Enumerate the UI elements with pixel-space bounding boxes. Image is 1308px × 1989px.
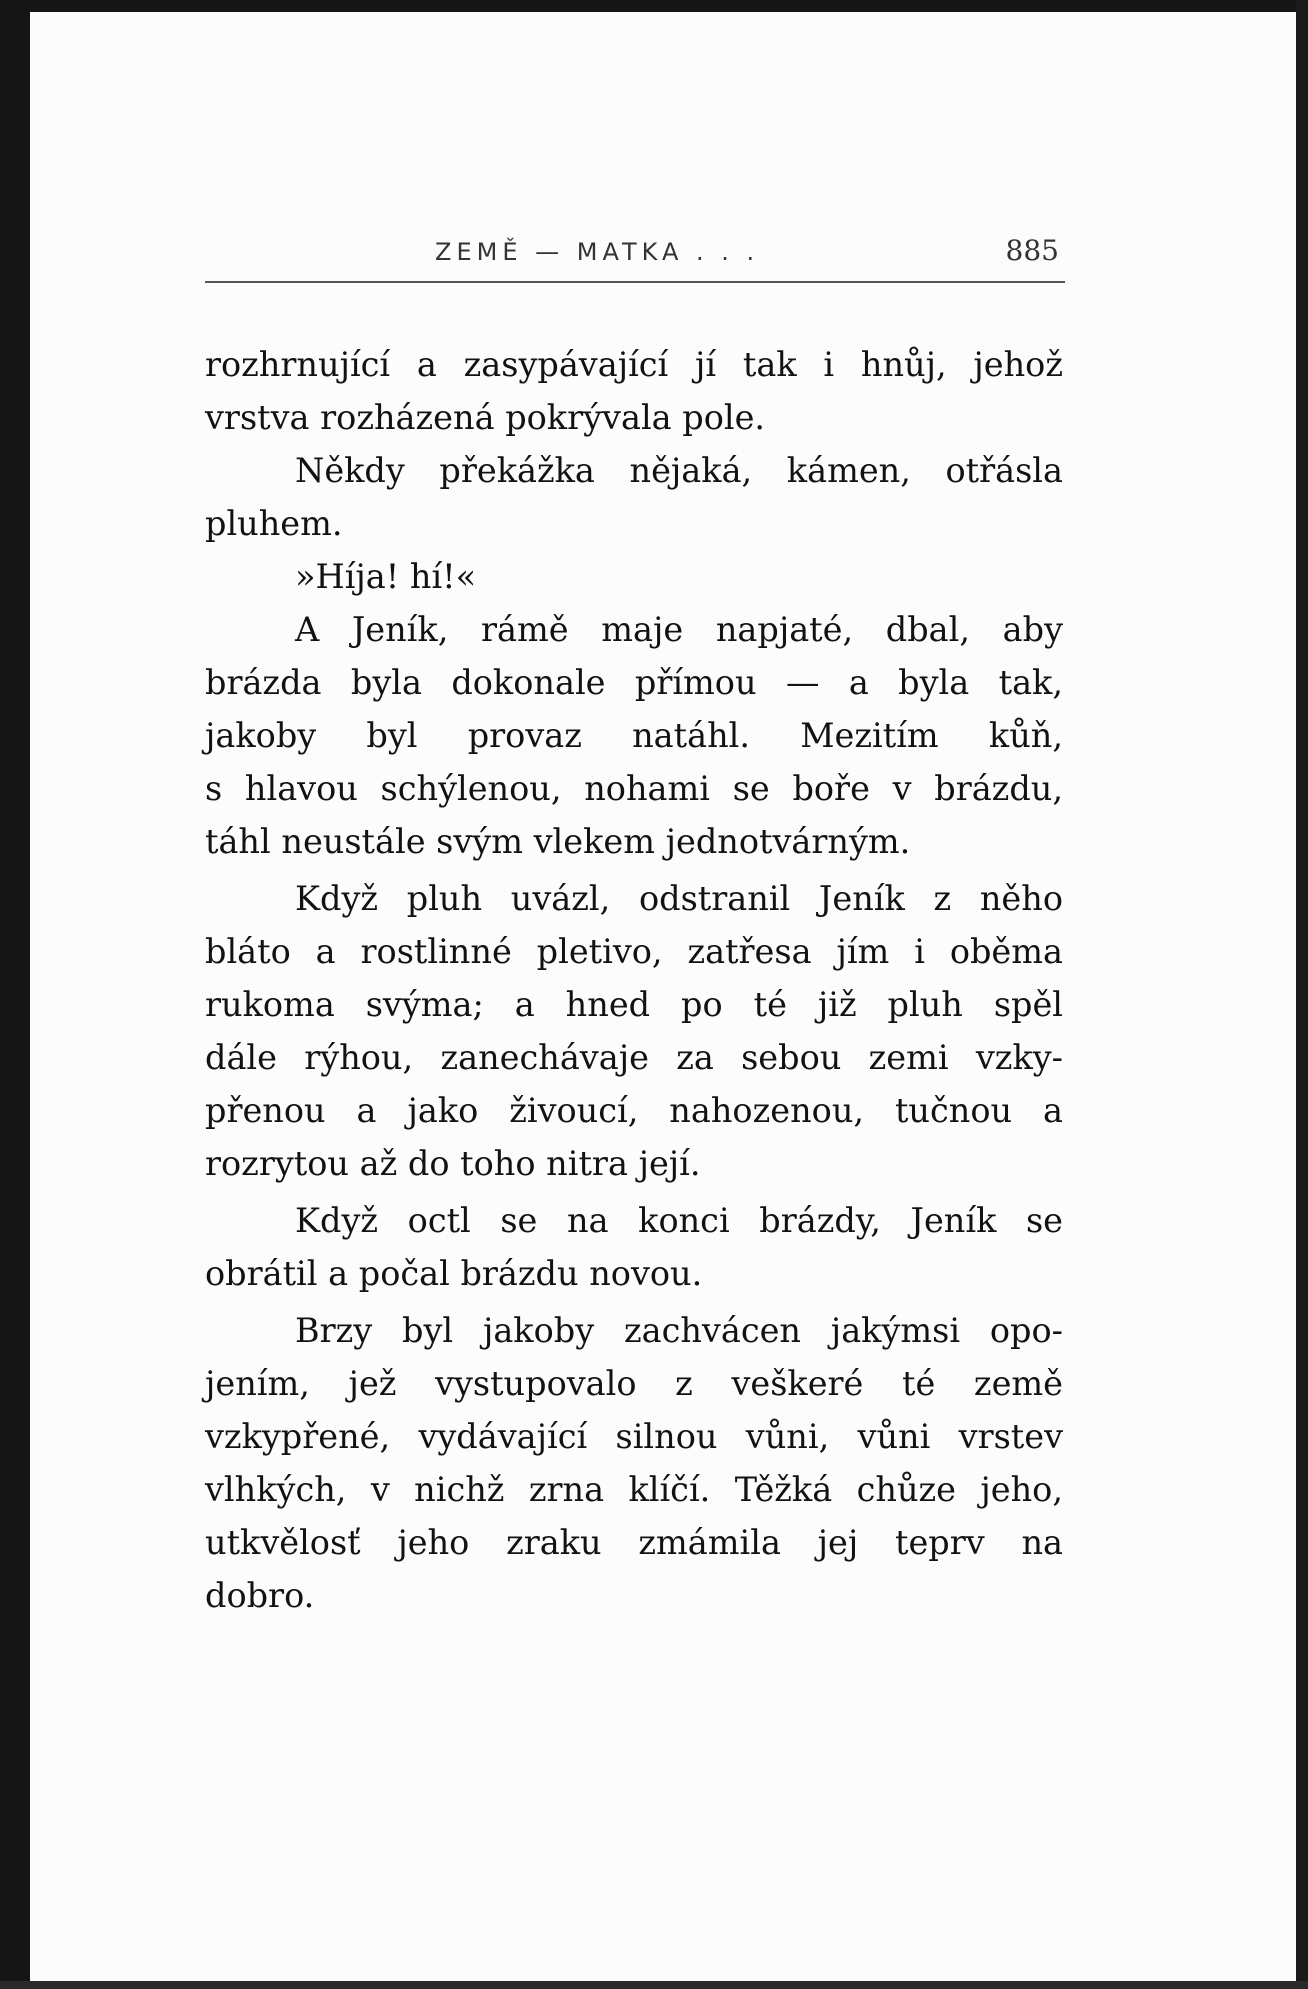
- text-line: rukoma svýma; a hned po té již pluh spěl: [205, 985, 1063, 1024]
- running-title: ZEMĚ — MATKA . . .: [435, 238, 760, 266]
- text-line: obrátil a počal brázdu novou.: [205, 1254, 703, 1293]
- page-number: 885: [1005, 234, 1059, 267]
- text-line: pluhem.: [205, 504, 343, 543]
- text-line: rozrytou až do toho nitra její.: [205, 1144, 701, 1183]
- scan-border-left: [0, 0, 30, 1989]
- header-rule: [205, 281, 1065, 283]
- scan-border-right: [1296, 0, 1308, 1989]
- text-line: bláto a rostlinné pletivo, zatřesa jím i oběma: [205, 932, 1063, 971]
- text-line: jakoby byl provaz natáhl. Mezitím kůň,: [205, 716, 1063, 755]
- text-line: Když octl se na konci brázdy, Jeník se: [295, 1201, 1063, 1240]
- text-line: Někdy překážka nějaká, kámen, otřásla: [295, 451, 1063, 490]
- scan-border-top: [0, 0, 1308, 12]
- text-line: Když pluh uvázl, odstranil Jeník z něho: [295, 879, 1063, 918]
- text-line: dále rýhou, zanechávaje za sebou zemi vzky-: [205, 1038, 1063, 1077]
- body-text: [205, 338, 1063, 1622]
- text-line: dobro.: [205, 1576, 315, 1615]
- text-line: Brzy byl jakoby zachvácen jakýmsi opo-: [295, 1311, 1063, 1350]
- text-line: přenou a jako živoucí, nahozenou, tučnou a: [205, 1091, 1063, 1130]
- text-line: vrstva rozházená pokrývala pole.: [205, 398, 766, 437]
- text-line: jením, jež vystupovalo z veškeré té země: [205, 1364, 1063, 1403]
- text-line: s hlavou schýlenou, nohami se boře v brázdu,: [205, 769, 1063, 808]
- text-line: A Jeník, rámě maje napjaté, dbal, aby: [295, 610, 1063, 649]
- running-head: [205, 232, 1065, 272]
- text-line: brázda byla dokonale přímou — a byla tak,: [205, 663, 1063, 702]
- text-line: vlhkých, v nichž zrna klíčí. Těžká chůze jeho,: [205, 1470, 1063, 1509]
- text-line: »Híja! hí!«: [295, 557, 477, 596]
- text-line: vzkypřené, vydávající silnou vůni, vůni vrstev: [205, 1417, 1063, 1456]
- text-line: rozhrnující a zasypávající jí tak i hnůj, jehož: [205, 345, 1063, 384]
- text-line: utkvělosť jeho zraku zmámila jej teprv na: [205, 1523, 1063, 1562]
- text-line: táhl neustále svým vlekem jednotvárným.: [205, 822, 911, 861]
- scan-border-bottom: [0, 1981, 1308, 1989]
